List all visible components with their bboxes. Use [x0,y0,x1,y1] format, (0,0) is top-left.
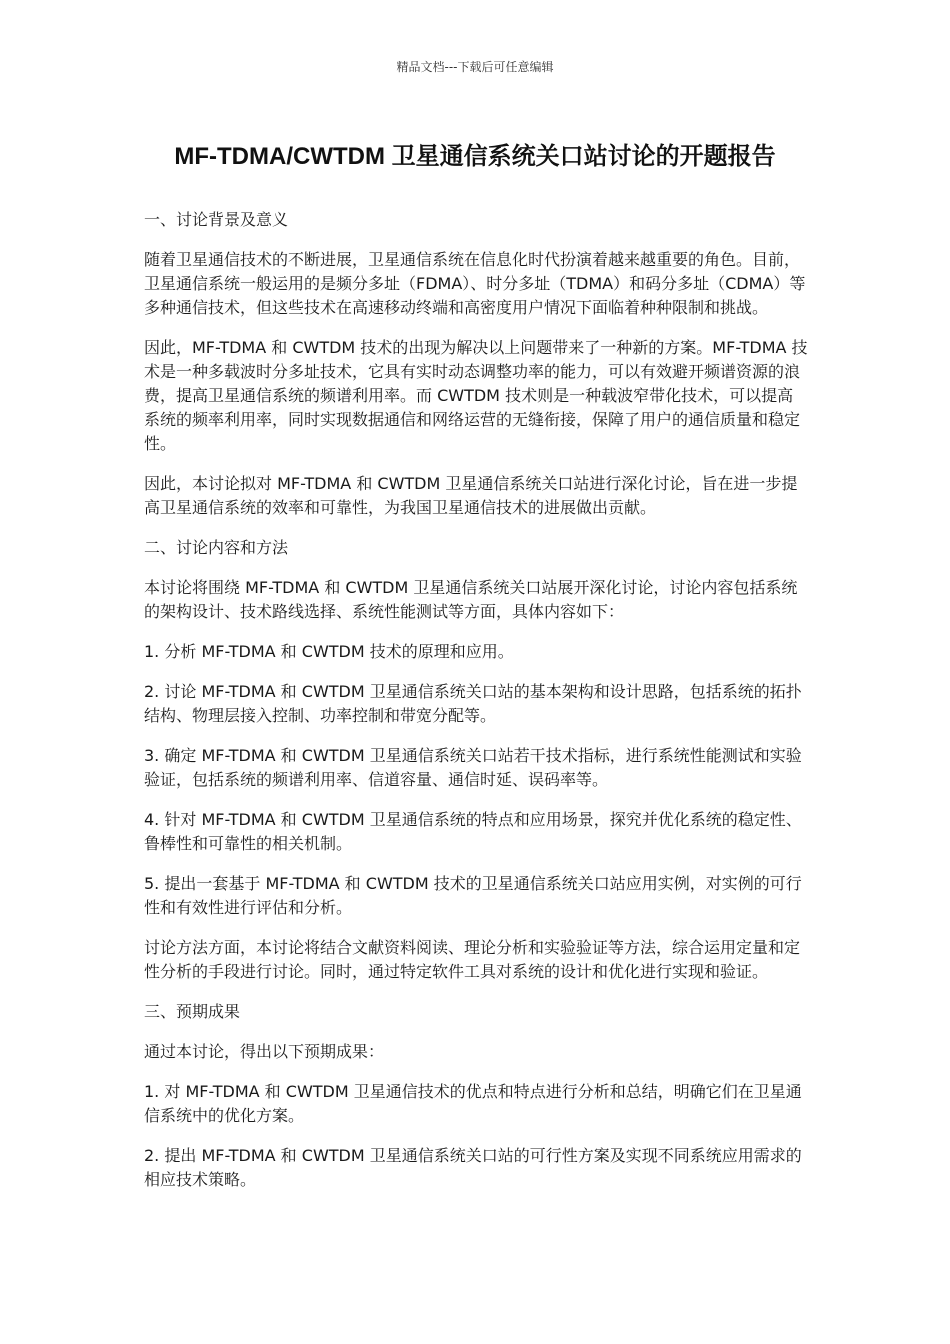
paragraph: 随着卫星通信技术的不断进展，卫星通信系统在信息化时代扮演着越来越重要的角色。目前，卫星通信系统一般运用的是频分多址（FDMA）、时分多址（TDMA）和码分多址（CDMA）等多种通信技术，但这些技术在高速移动终端和高密度用户情况下面临着种种限制和挑战。 [144,250,806,317]
section-heading-background: 一、讨论背景及意义 [144,210,289,229]
list-item: 1. 对 MF-TDMA 和 CWTDM 卫星通信技术的优点和特点进行分析和总结，明确它们在卫星通信系统中的优化方案。 [144,1082,802,1125]
paragraph: 讨论方法方面，本讨论将结合文献资料阅读、理论分析和实验验证等方法，综合运用定量和定性分析的手段进行讨论。同时，通过特定软件工具对系统的设计和优化进行实现和验证。 [144,938,801,981]
paragraph: 因此，本讨论拟对 MF-TDMA 和 CWTDM 卫星通信系统关口站进行深化讨论，旨在进一步提高卫星通信系统的效率和可靠性，为我国卫星通信技术的进展做出贡献。 [144,474,798,517]
list-item: 2. 讨论 MF-TDMA 和 CWTDM 卫星通信系统关口站的基本架构和设计思路，包括系统的拓扑结构、物理层接入控制、功率控制和带宽分配等。 [144,682,802,725]
section-heading-content: 二、讨论内容和方法 [144,538,289,557]
list-item: 5. 提出一套基于 MF-TDMA 和 CWTDM 技术的卫星通信系统关口站应用实例，对实例的可行性和有效性进行评估和分析。 [144,874,802,917]
section-heading-results: 三、预期成果 [144,1002,241,1021]
document-title: MF-TDMA/CWTDM 卫星通信系统关口站讨论的开题报告 [174,143,776,170]
paragraph: 本讨论将围绕 MF-TDMA 和 CWTDM 卫星通信系统关口站展开深化讨论，讨论内容包括系统的架构设计、技术路线选择、系统性能测试等方面，具体内容如下： [144,578,798,621]
header-note: 精品文档---下载后可任意编辑 [396,60,554,74]
paragraph: 通过本讨论，得出以下预期成果： [144,1042,385,1061]
list-item: 3. 确定 MF-TDMA 和 CWTDM 卫星通信系统关口站若干技术指标，进行系统性能测试和实验验证，包括系统的频谱利用率、信道容量、通信时延、误码率等。 [144,746,802,789]
paragraph: 因此，MF-TDMA 和 CWTDM 技术的出现为解决以上问题带来了一种新的方案。MF-TDMA 技术是一种多载波时分多址技术，它具有实时动态调整功率的能力，可以有效避开频谱资源的浪费，提高卫星通信系统的频谱利用率。而 CWTDM 技术则是一种载波窄带化技术，可以提高系统的频率利用率，同时实现数据通信和网络运营的无缝衔接，保障了用户的通信质量和稳定性。 [144,338,808,453]
list-item: 1. 分析 MF-TDMA 和 CWTDM 技术的原理和应用。 [144,642,514,661]
list-item: 4. 针对 MF-TDMA 和 CWTDM 卫星通信系统的特点和应用场景，探究并优化系统的稳定性、鲁棒性和可靠性的相关机制。 [144,810,802,853]
list-item: 2. 提出 MF-TDMA 和 CWTDM 卫星通信系统关口站的可行性方案及实现不同系统应用需求的相应技术策略。 [144,1146,802,1189]
document-body [144,208,808,1208]
